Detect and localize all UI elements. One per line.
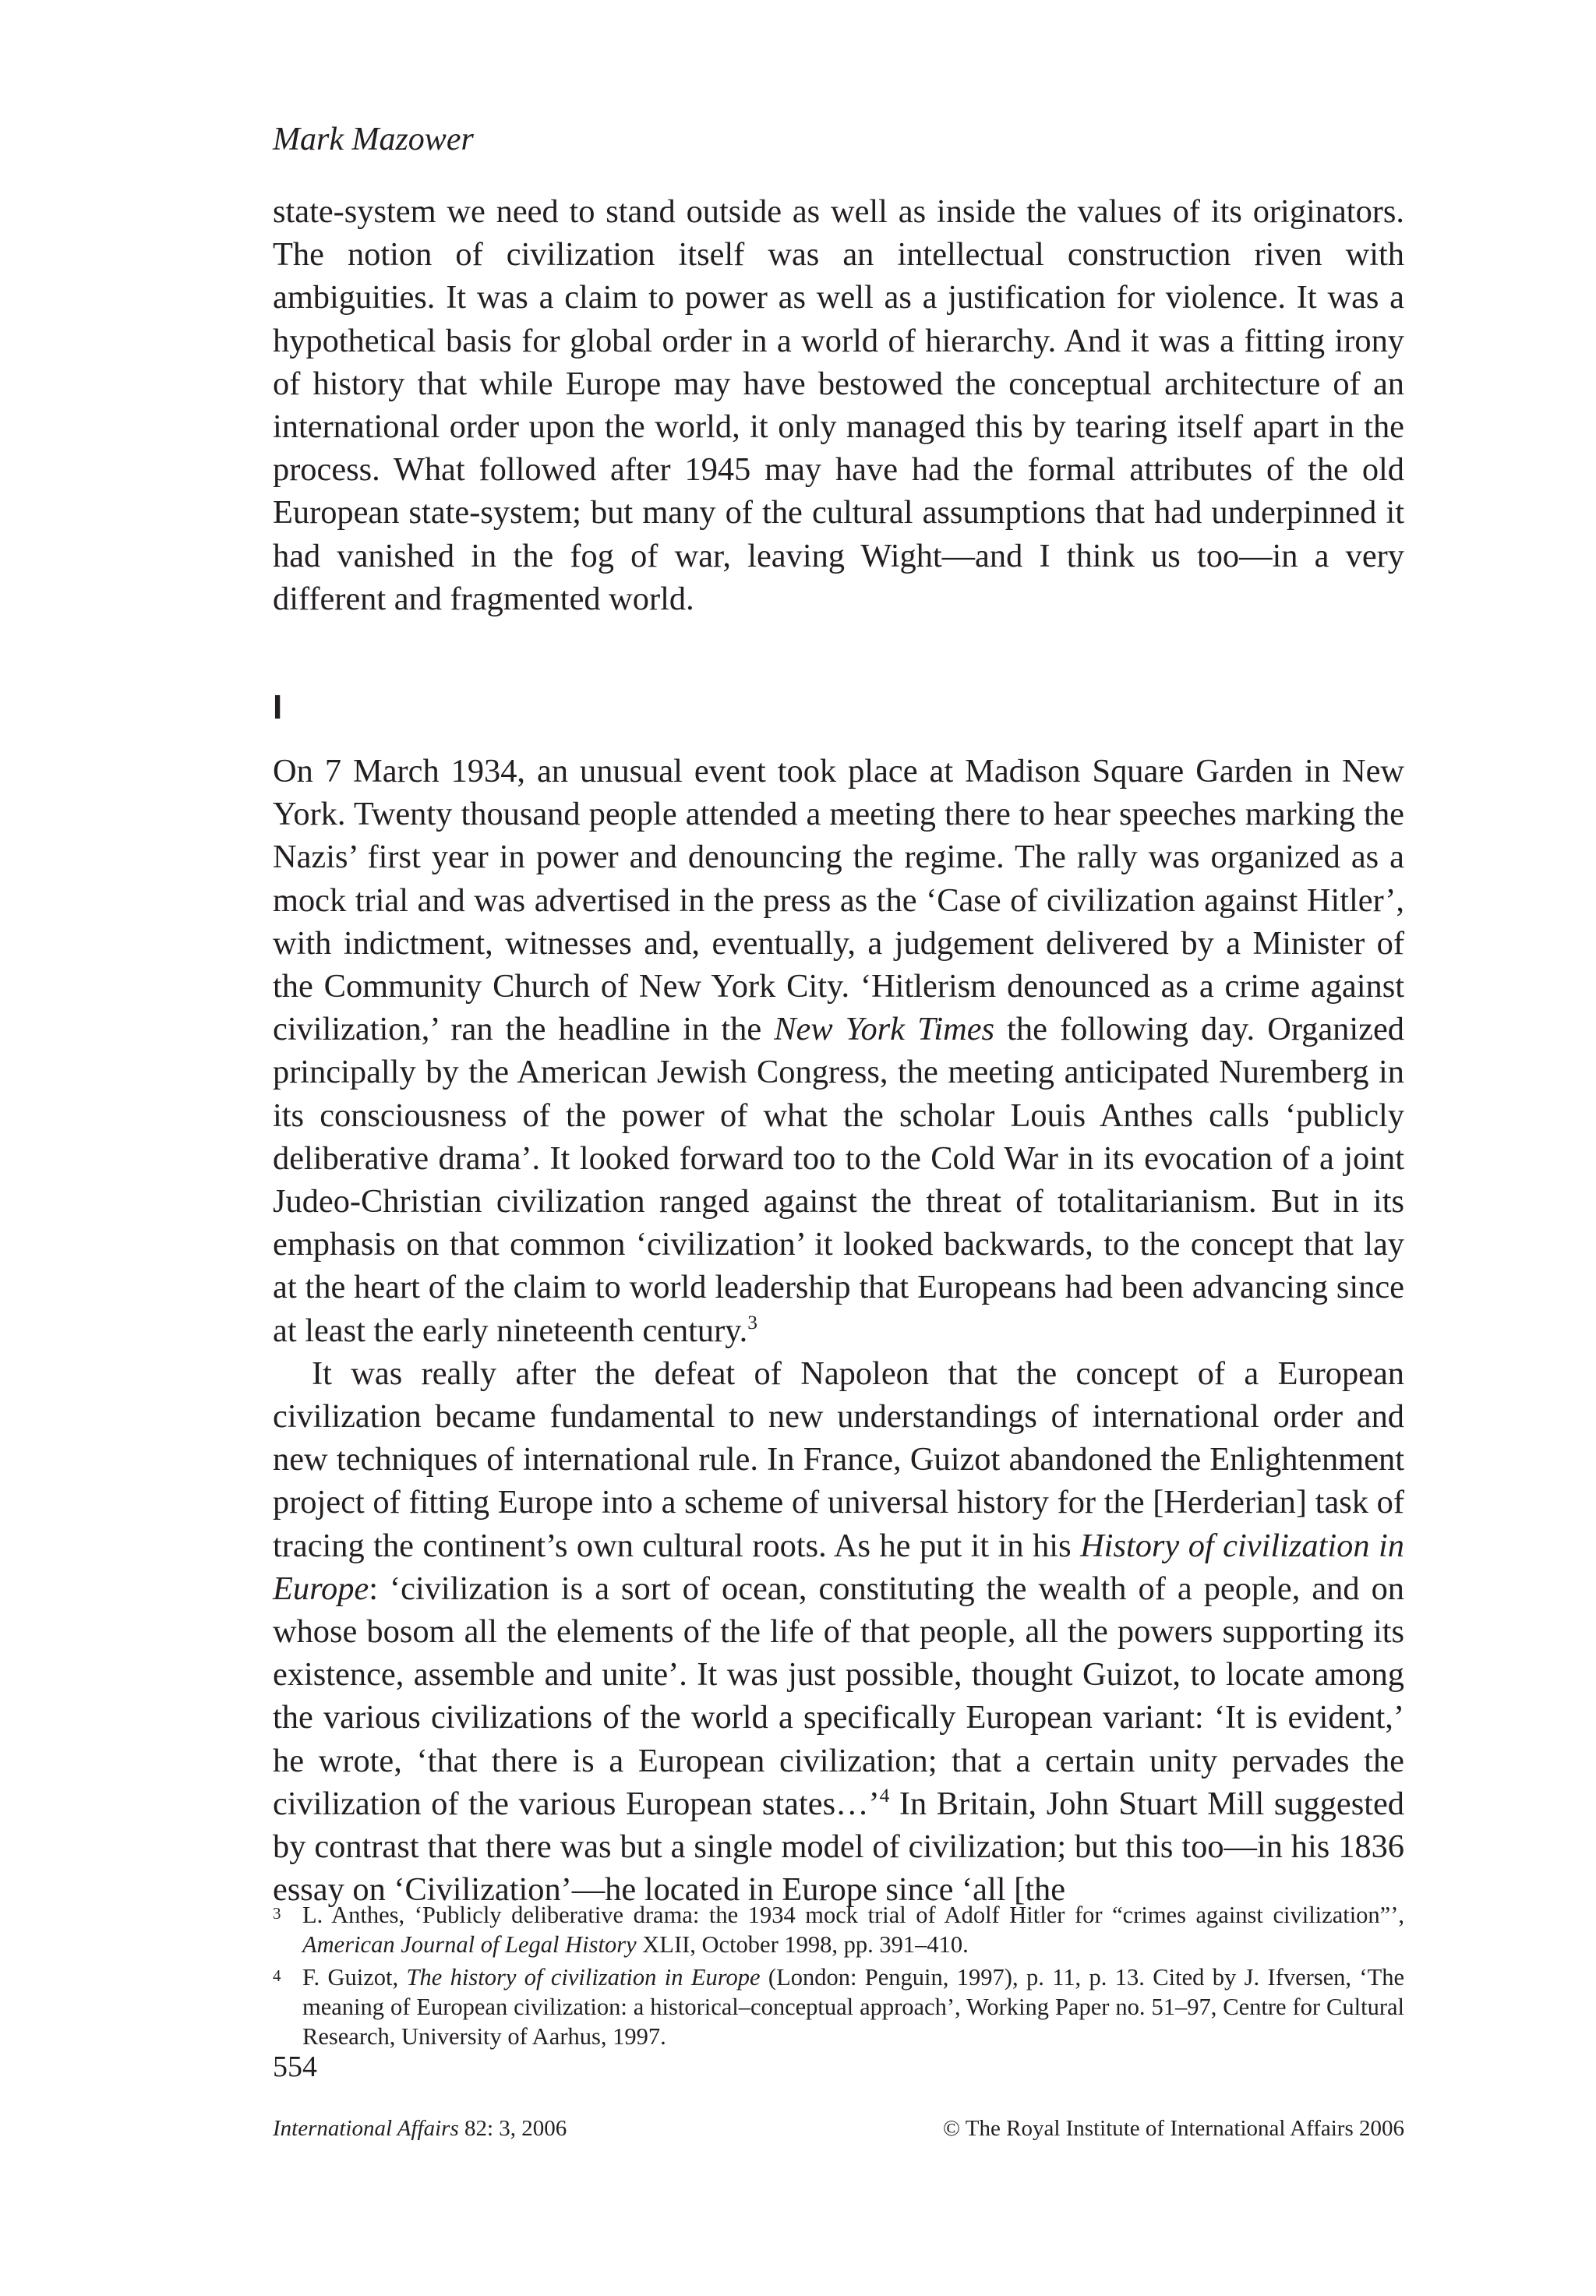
footnotes [273,1900,1404,2054]
paragraph-text: On 7 March 1934, an unusual event took place at Madison Square Garden in New York. Twenty thousand people attended a meeting there to hear speeches marking the Nazis’ first year in power and denouncing the regime. The rally was organized as a mock trial and was advertised in the press as the ‘Case of civilization against Hitler’, with indictment, witnesses and, eventually, a judgement delivered by a Minister of the Community Church of New York City. ‘Hitlerism denounced as a crime against civilization,’ ran the headline in the [273,753,1404,1048]
footnote-4 [273,1962,1404,2051]
paragraph-madison-square-garden [273,750,1404,1352]
journal-name: International Affairs [273,2116,459,2141]
italic-title: History of civilization in Europe [273,1527,1404,1607]
paragraph-text: In Britain, John Stuart Mill suggested by contrast that there was but a single model of civilization; but this too—in his 1836 essay on ‘Civilization’—he located in Europe since ‘all [the [273,1785,1405,1909]
footnote-italic-title: American Journal of Legal History [302,1931,637,1958]
footnote-text: L. Anthes, ‘Publicly deliberative drama: the 1934 mock trial of Adolf Hitler for “crimes against civilization”’, [302,1902,1404,1928]
main-text-block [273,750,1404,1911]
journal-issue: 82: 3, 2006 [458,2116,567,2141]
footnote-3 [273,1900,1404,1959]
footnote-ref-4[interactable]: 4 [879,1784,890,1807]
paragraph-guizot [273,1352,1404,1912]
footnote-ref-3[interactable]: 3 [747,1310,758,1333]
footnote-italic-title: The history of civilization in Europe [406,1964,761,1990]
footer-copyright: © The Royal Institute of International Affairs 2006 [943,2116,1404,2141]
footnote-text: XLII, October 1998, pp. 391–410. [636,1931,969,1958]
section-heading: I [273,688,283,726]
footnote-text: (London: Penguin, 1997), p. 11, p. 13. Cited by J. Ifversen, ‘The meaning of European civilization: a historical–conceptual approach’, Working Paper no. 51–97, Centre for Cultural Research, University of Aarhus, 1997. [302,1964,1404,2050]
footer-citation [273,2114,567,2143]
italic-title: New York Times [774,1011,995,1048]
footnote-number: 4 [273,1966,281,1985]
paragraph-text: It was really after the defeat of Napoleon that the concept of a European civilization became fundamental to new understandings of international order and new techniques of international rule. In France, Guizot abandoned the Enlightenment project of fitting Europe into a scheme of universal history for the [Herderian] task of tracing the continent’s own cultural roots. As he put it in his [273,1355,1404,1564]
page-number: 554 [273,2051,317,2083]
paragraph-text: the following day. Organized principally by the American Jewish Congress, the meeting anticipated Nuremberg in its consciousness of the power of what the scholar Louis Anthes calls ‘publicly deliberative drama’. It looked forward too to the Cold War in its evocation of a joint Judeo-Christian civilization ranged against the threat of totalitarianism. But in its emphasis on that common ‘civilization’ it looked backwards, to the concept that lay at the heart of the claim to world leadership that Europeans had been advancing since at least the early nineteenth century. [273,1011,1404,1349]
footnote-text: F. Guizot, [302,1964,407,1990]
running-head-author: Mark Mazower [273,122,474,157]
paragraph-text: : ‘civilization is a sort of ocean, constituting the wealth of a people, and on whose bosom all the elements of the life of that people, all the powers supporting its existence, assemble and unite’. It was just possible, thought Guizot, to locate among the various civilizations of the world a specifically European variant: ‘It is evident,’ he wrote, ‘that there is a European civilization; that a certain unity pervades the civilization of the various European states…’ [273,1570,1404,1822]
footnote-number: 3 [273,1904,281,1923]
intro-paragraph: state-system we need to stand outside as well as inside the values of its originators. The notion of civilization itself was an intellectual construction riven with ambiguities. It was a claim to power as well as a justification for violence. It was a hypothetical basis for global order in a world of hierarchy. And it was a fitting irony of history that while Europe may have bestowed the conceptual architecture of an international order upon the world, it only managed this by tearing itself apart in the process. What followed after 1945 may have had the formal attributes of the old European state-system; but many of the cultural assumptions that had underpinned it had vanished in the fog of war, leaving Wight—and I think us too—in a very different and fragmented world. [273,193,1404,617]
intro-text-block [273,190,1404,620]
